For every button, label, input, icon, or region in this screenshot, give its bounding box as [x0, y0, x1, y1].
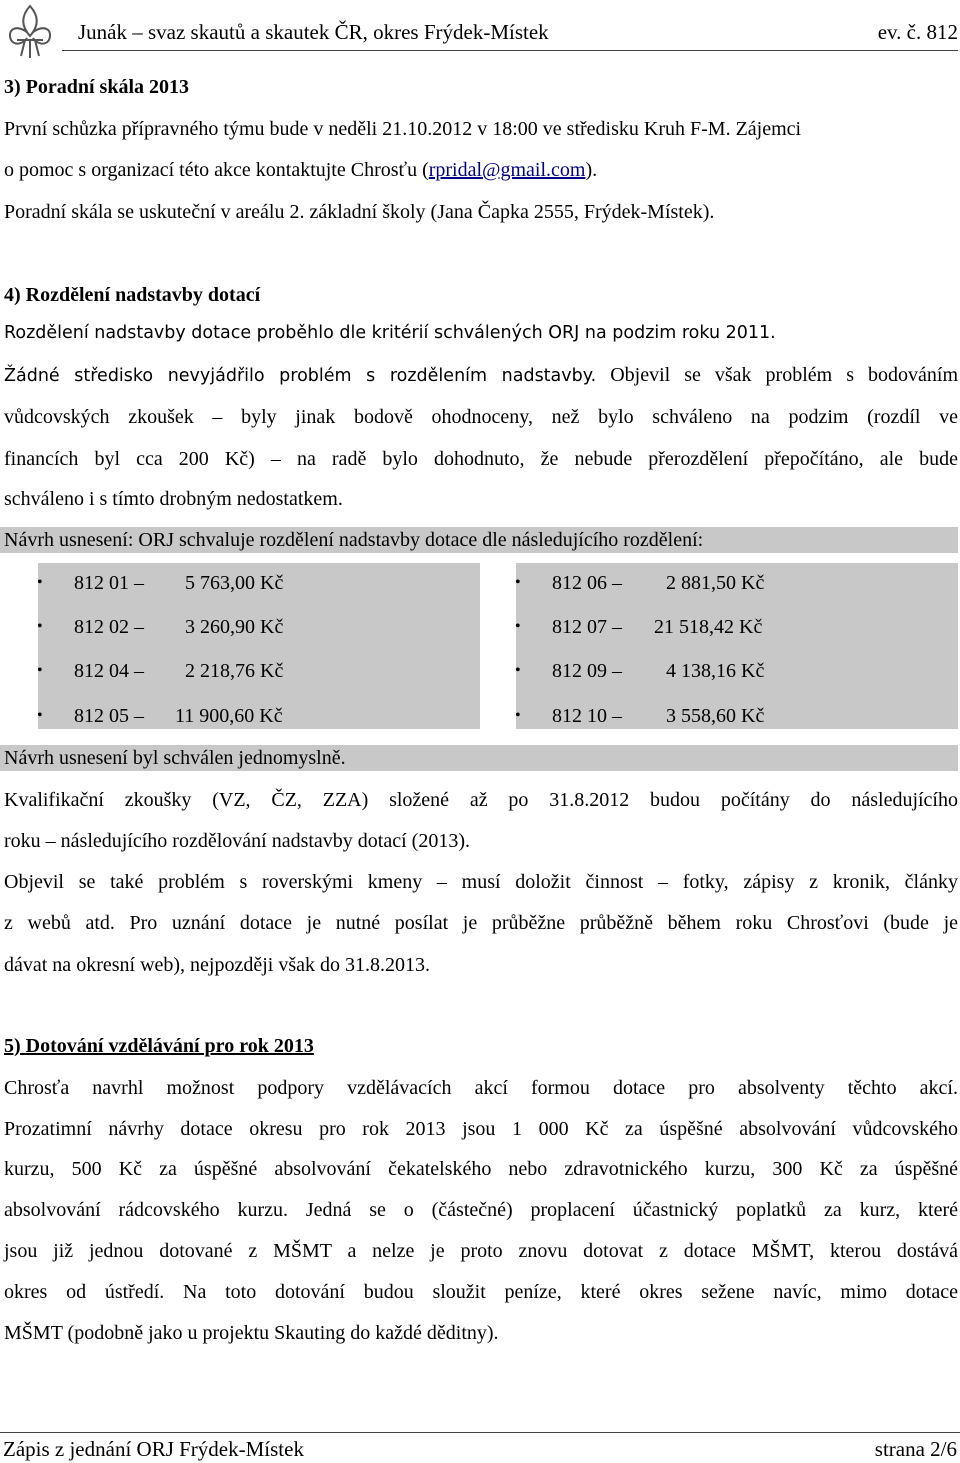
allocation-code: 812 09 –: [552, 660, 622, 682]
header-divider: [62, 50, 958, 51]
email-link[interactable]: rpridal@gmail.com: [428, 159, 586, 181]
bullet: •: [37, 574, 43, 591]
allocation-amount: 3 558,60 Kč: [666, 705, 765, 727]
bullet: •: [515, 707, 521, 724]
section-5-line: MŠMT (podobně jako u projektu Skauting do každé děditny).: [4, 1322, 499, 1344]
bullet: •: [37, 618, 43, 635]
section-4-line-1: Rozdělení nadstavby dotace proběhlo dle kritérií schválených ORJ na podzim roku 2011.: [4, 323, 776, 343]
section-4-line-2: Žádné středisko nevyjádřilo problém s rozdělením nadstavby. Objevil se však problém s bodováním: [4, 364, 959, 386]
footer-title: Zápis z jednání ORJ Frýdek-Místek: [3, 1437, 304, 1461]
section-5-line: okres od ústředí. Na toto dotování budou sloužit peníze, které okres sežene navíc, mimo dotace: [4, 1281, 958, 1303]
bullet: •: [515, 618, 521, 635]
section-4-heading: 4) Rozdělení nadstavby dotací: [4, 284, 261, 306]
section-3-line-3: Poradní skála se uskuteční v areálu 2. základní školy (Jana Čapka 2555, Frýdek-Místek).: [4, 201, 715, 223]
allocation-code: 812 02 –: [74, 616, 144, 638]
section-3-line-2: o pomoc s organizací této akce kontaktujte Chrosťu (rpridal@gmail.com).: [4, 159, 598, 181]
section-4-line-5: schváleno i s tímto drobným nedostatkem.: [4, 488, 343, 510]
allocation-code: 812 10 –: [552, 705, 622, 727]
allocation-code: 812 06 –: [552, 572, 622, 594]
rover-line-2: z webů atd. Pro uznání dotace je nutné posílat je průběžne průběžně během roku Chrosťovi (bude je: [4, 912, 958, 934]
allocation-amount: 11 900,60 Kč: [175, 705, 283, 727]
section-5-line: absolvování rádcovského kurzu. Jedná se o (částečné) proplacení účastnický poplatků za kurz, které: [4, 1199, 958, 1221]
rover-line-1: Objevil se také problém s roverskými kmeny – musí doložit činnost – fotky, zápisy z kronik, články: [4, 871, 958, 893]
rover-line-3: dávat na okresní web), nejpozději však do 31.8.2013.: [4, 954, 431, 976]
allocation-amount: 2 881,50 Kč: [666, 572, 765, 594]
allocation-amount: 2 218,76 Kč: [185, 660, 284, 682]
section-5-line: Prozatimní návrhy dotace okresu pro rok 2013 jsou 1 000 Kč za úspěšné absolvování vůdcovského: [4, 1118, 958, 1140]
header-organization: Junák – svaz skautů a skautek ČR, okres Frýdek-Místek: [78, 20, 549, 44]
section-4-line-3: vůdcovských zkoušek – byly jinak bodově ohodnoceny, než bylo schváleno na podzim (rozdíl ve: [4, 406, 958, 428]
allocation-code: 812 01 –: [74, 572, 144, 594]
allocation-amount: 3 260,90 Kč: [185, 616, 284, 638]
allocation-code: 812 07 –: [552, 616, 622, 638]
header-registration-number: ev. č. 812: [877, 20, 958, 44]
bullet: •: [515, 662, 521, 679]
footer-page-number: strana 2/6: [874, 1437, 957, 1461]
footer-divider: [0, 1432, 960, 1433]
allocation-code: 812 04 –: [74, 660, 144, 682]
section-3-line-1: První schůzka přípravného týmu bude v neděli 21.10.2012 v 18:00 ve středisku Kruh F-M. Zájemci: [4, 118, 802, 140]
qualification-line-2: roku – následujícího rozdělování nadstavby dotací (2013).: [4, 830, 470, 852]
junak-lily-logo: [3, 2, 57, 60]
bullet: •: [37, 707, 43, 724]
resolution-proposal: Návrh usnesení: ORJ schvaluje rozdělení nadstavby dotace dle následujícího rozdělení:: [0, 527, 958, 553]
allocation-amount: 5 763,00 Kč: [185, 572, 284, 594]
section-5-line: jsou již jednou dotované z MŠMT a nelze je proto znovu dotovat z dotace MŠMT, kterou dostává: [4, 1240, 958, 1262]
section-3-heading: 3) Poradní skála 2013: [4, 76, 190, 98]
section-4-line-4: financích byl cca 200 Kč) – na radě bylo dohodnuto, že nebude přerozdělení přepočítáno, ale bude: [4, 448, 958, 470]
qualification-line-1: Kvalifikační zkoušky (VZ, ČZ, ZZA) složené až po 31.8.2012 budou počítány do následujícího: [4, 789, 958, 811]
bullet: •: [515, 574, 521, 591]
section-5-line: Chrosťa navrhl možnost podpory vzdělávacích akcí formou dotace pro absolventy těchto akcí.: [4, 1077, 958, 1099]
allocation-code: 812 05 –: [74, 705, 144, 727]
section-5-line: kurzu, 500 Kč za úspěšné absolvování čekatelského nebo zdravotnického kurzu, 300 Kč za úspěšné: [4, 1158, 958, 1180]
allocation-amount: 21 518,42 Kč: [654, 616, 763, 638]
resolution-approved: Návrh usnesení byl schválen jednomyslně.: [0, 745, 958, 771]
bullet: •: [37, 662, 43, 679]
section-5-heading: 5) Dotování vzdělávání pro rok 2013: [4, 1035, 314, 1057]
allocation-amount: 4 138,16 Kč: [666, 660, 765, 682]
